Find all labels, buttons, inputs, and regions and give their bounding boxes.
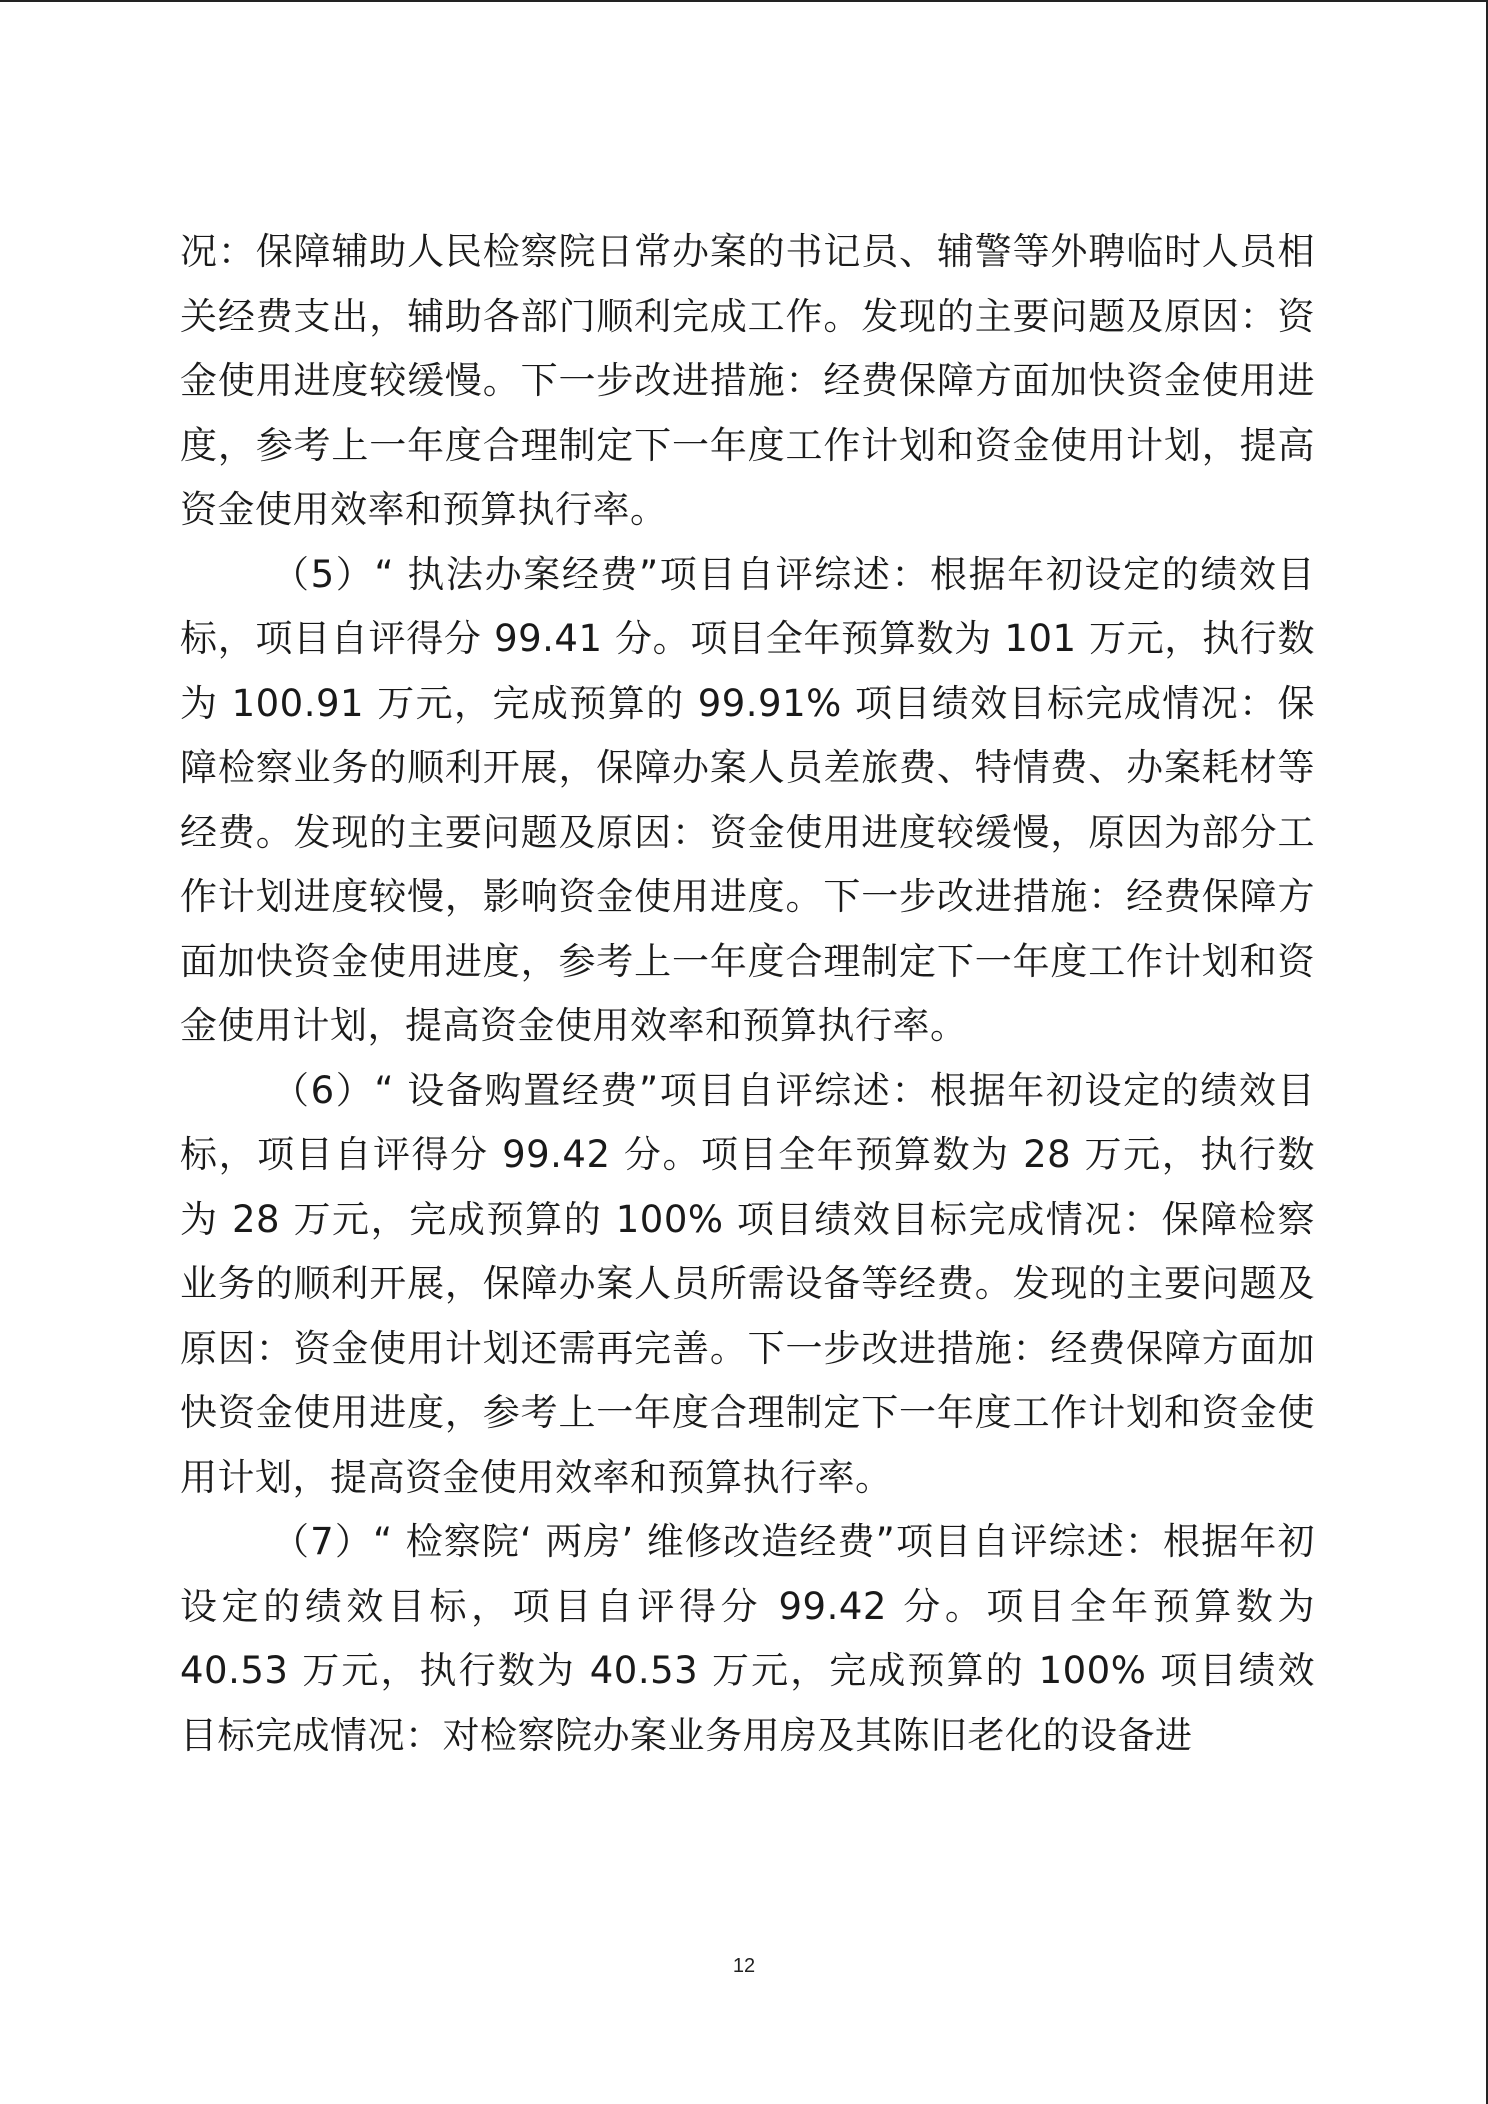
document-body xyxy=(180,220,1315,1768)
paragraph-item-7: （7）“ 检察院‘ 两房’ 维修改造经费”项目自评综述：根据年初设定的绩效目标，项目自评得分 99.42 分。项目全年预算数为 40.53 万元，执行数为 40.53 万元，完成预算的 100% 项目绩效目标完成情况：对检察院办案业务用房及其陈旧老化的设备进 xyxy=(180,1520,1315,1757)
paragraph-continuation: 况：保障辅助人民检察院日常办案的书记员、辅警等外聘临时人员相关经费支出，辅助各部门顺利完成工作。发现的主要问题及原因：资金使用进度较缓慢。下一步改进措施：经费保障方面加快资金使用进度，参考上一年度合理制定下一年度工作计划和资金使用计划，提高资金使用效率和预算执行率。 xyxy=(180,230,1315,531)
paragraph-item-6: （6）“ 设备购置经费”项目自评综述：根据年初设定的绩效目标，项目自评得分 99.42 分。项目全年预算数为 28 万元，执行数为 28 万元，完成预算的 100% 项目绩效目标完成情况：保障检察业务的顺利开展，保障办案人员所需设备等经费。发现的主要问题及原因：资金使用计划还需再完善。下一步改进措施：经费保障方面加快资金使用进度，参考上一年度合理制定下一年度工作计划和资金使用计划，提高资金使用效率和预算执行率。 xyxy=(180,1068,1315,1499)
page-number: 12 xyxy=(732,1955,756,1977)
paragraph-item-5: （5）“ 执法办案经费”项目自评综述：根据年初设定的绩效目标，项目自评得分 99.41 分。项目全年预算数为 101 万元，执行数为 100.91 万元，完成预算的 99.91% 项目绩效目标完成情况：保障检察业务的顺利开展，保障办案人员差旅费、特情费、办案耗材等经费。发现的主要问题及原因：资金使用进度较缓慢，原因为部分工作计划进度较慢，影响资金使用进度。下一步改进措施：经费保障方面加快资金使用进度，参考上一年度合理制定下一年度工作计划和资金使用计划，提高资金使用效率和预算执行率。 xyxy=(180,552,1315,1047)
page-top-border xyxy=(0,0,1488,2)
